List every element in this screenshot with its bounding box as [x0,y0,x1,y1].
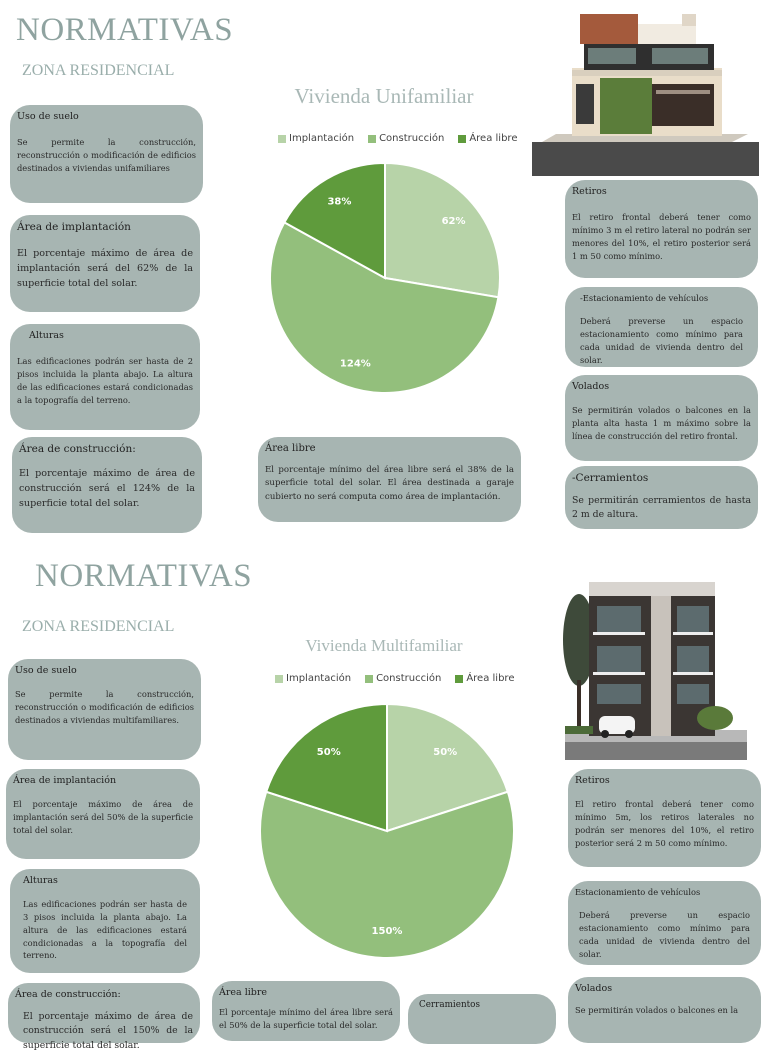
pie-slice-implantaci-n [385,163,500,297]
card-text: Se permitirán volados o balcones en la [575,1005,739,1015]
legend-item [365,673,441,684]
pie-slice-label: 50% [316,746,341,758]
card-text: El porcentaje máximo de área de implantación será del 62% de la superficie total del solar. [17,248,193,289]
legend-label: Construcción [379,133,445,144]
card-title: Área de implantación [13,775,117,786]
legend-swatch [365,675,373,683]
legend-label: Implantación [286,673,352,684]
card-text: El retiro frontal deberá tener como mínimo 3 m el retiro lateral no podrán ser menores del 10%, el retiro posterior será 1 m 50 como mínimo. [572,212,751,261]
card-title: -Cerramientos [572,472,649,484]
card-volados-1 [565,375,758,461]
card-text: Se permitirán volados o balcones en la planta alta hasta 1 m máximo sobre la línea de construcción del retiro frontal. [572,405,751,441]
house-illustration-icon [532,14,759,176]
card-alturas-1 [10,324,200,430]
card-title: Cerramientos [419,1000,480,1010]
card-construccion-2 [8,983,200,1051]
legend-swatch [278,135,286,143]
pie-slice-label: 150% [371,926,403,938]
card-text: Las edificaciones podrán ser hasta de 3 pisos incluida la planta abajo. La altura de las edificaciones estará condicionadas a la topografía del terreno. [23,899,187,961]
chart1-title: Vivienda Unifamiliar [294,84,474,108]
pie-chart-unifamiliar [255,160,515,396]
card-title: Estacionamiento de vehículos [575,887,701,897]
card-estacionamiento-1 [565,287,758,367]
legend-label: Implantación [289,133,355,144]
card-text: El retiro frontal deberá tener como mínimo 5m, los retiros laterales no podrán ser menores del 10%, el retiro posterior será 2 m 50 como mínimo. [575,799,754,848]
card-title: Volados [572,381,610,392]
card-cerramientos-1 [565,466,758,529]
card-title: Retiros [572,186,607,197]
section2-title: NORMATIVAS [35,558,253,594]
pie-slice-label: 50% [433,746,458,758]
card-estacionamiento-2 [568,881,761,965]
chart2-legend [275,673,514,684]
legend-item [368,133,444,144]
card-title: Volados [575,983,613,994]
section1-subtitle: ZONA RESIDENCIAL [22,62,175,79]
card-title: Área de implantación [17,221,131,233]
card-cerramientos-2 [408,994,556,1044]
card-title: Área de construcción: [15,989,121,1000]
section1-title: NORMATIVAS [16,12,234,48]
card-text: Se permitirán cerramientos de hasta 2 m de altura. [572,495,751,521]
card-text: El porcentaje máximo de área de implantación será del 50% de la superficie total del solar. [13,799,193,835]
card-text: Se permite la construcción, reconstrucción o modificación de edificios destinados a viviendas multifamiliares. [15,689,194,725]
card-title: Alturas [23,875,58,886]
legend-swatch [275,675,283,683]
card-retiros-2 [568,769,761,867]
section2-subtitle: ZONA RESIDENCIAL [22,618,175,635]
chart2-title: Vivienda Multifamiliar [305,636,463,655]
card-title: -Estacionamiento de vehículos [580,293,709,303]
card-area-libre-2 [212,981,400,1041]
pie-chart-multifamiliar [255,700,519,962]
legend-item [455,673,514,684]
chart1-legend [278,133,517,144]
house-photo-unifamiliar [532,14,759,176]
legend-label: Área libre [469,133,518,144]
card-alturas-2 [10,869,200,973]
legend-label: Área libre [466,673,515,684]
card-text: Se permite la construcción, reconstrucción o modificación de edificios destinados a viviendas unifamiliares [17,137,196,173]
card-retiros-1 [565,180,758,278]
pie-slice-label: 62% [441,216,466,228]
legend-item [278,133,354,144]
card-text: El porcentaje mínimo del área libre será el 38% de la superficie total del solar. El área destinada a garaje cubierto no será computa como área de implantación. [265,465,514,502]
card-text: Deberá preverse un espacio estacionamiento como mínimo para cada unidad de vivienda dentro del solar. [579,910,750,959]
card-text: Las edificaciones podrán ser hasta de 2 pisos incluida la planta abajo. La altura de las edificaciones estará condicionadas a la topografía del terreno. [17,356,193,405]
legend-label: Construcción [376,673,442,684]
card-title: Alturas [29,330,64,341]
pie-slice-label: 38% [327,196,352,208]
card-title: Área libre [265,443,316,454]
card-title: Área de construcción: [19,443,136,455]
card-text: Deberá preverse un espacio estacionamiento como mínimo para cada unidad de vivienda dentro del solar. [580,316,743,365]
legend-swatch [458,135,466,143]
legend-swatch [368,135,376,143]
legend-item [458,133,517,144]
card-volados-2 [568,977,761,1043]
card-implantacion-2 [6,769,200,859]
card-uso-suelo-1 [10,105,203,203]
card-construccion-1 [12,437,202,533]
card-title: Área libre [219,987,268,998]
legend-swatch [455,675,463,683]
card-text: El porcentaje máximo de área de construcción será el 124% de la superficie total del solar. [19,468,195,509]
card-area-libre-1 [258,437,521,522]
card-title: Uso de suelo [17,111,79,122]
card-title: Uso de suelo [15,665,77,676]
card-uso-suelo-2 [8,659,201,760]
building-illustration-icon [565,580,747,760]
card-title: Retiros [575,775,610,786]
card-text: El porcentaje mínimo del área libre será el 50% de la superficie total del solar. [219,1007,393,1030]
building-photo-multifamiliar [565,580,747,760]
legend-item [275,673,351,684]
card-implantacion-1 [10,215,200,312]
pie-slice-label: 124% [339,358,371,370]
card-text: El porcentaje máximo de área de construcción será el 150% de la superficie total del solar. [23,1011,193,1051]
